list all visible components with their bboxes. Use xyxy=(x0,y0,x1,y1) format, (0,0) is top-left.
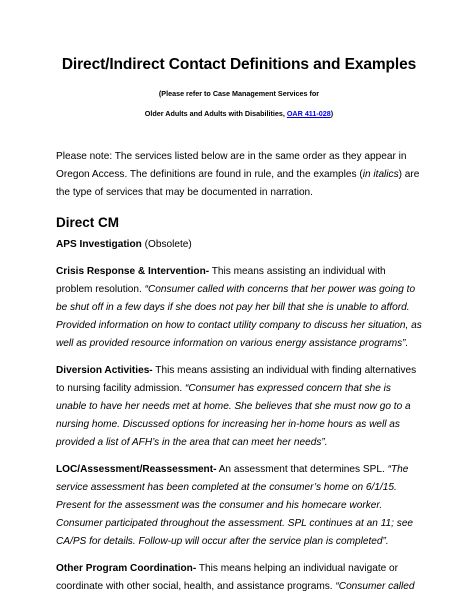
subtitle-line-2 xyxy=(56,109,422,118)
subtitle-line-2-prefix: Older Adults and Adults with Disabilities, xyxy=(144,109,287,118)
entry-example: “The service assessment has been completed at the consumer’s home on 6/1/15. Present for the assessment was the consumer and his homecare worker. Consumer participated throughout the assessment. SPL continues at an 11; see CA/PS for details. Follow-up will occur after the service plan is completed”. xyxy=(56,464,414,547)
entry-loc-assessment xyxy=(56,461,422,551)
intro-note xyxy=(56,148,422,202)
entry-definition: An assessment that determines SPL. xyxy=(216,464,388,475)
entry-example: “Consumer has expressed concern that she is unable to have her needs met at home. She believes that she must now go to a nursing home. Discussed options for increasing her in-home hours as well as provided a list of AFH’s in the area that can meet her needs”. xyxy=(56,383,411,448)
document-title: Direct/Indirect Contact Definitions and Examples xyxy=(61,56,417,73)
intro-note-italic: in italics xyxy=(362,169,399,180)
intro-note-text-2: ) are the type of services that may be documented in narration. xyxy=(56,169,420,198)
entry-aps-investigation xyxy=(56,236,422,254)
entry-definition: This means helping an individual navigate or coordinate with other social, health, and assistance programs. xyxy=(56,563,399,592)
entry-definition: This means assisting an individual with problem resolution. xyxy=(56,266,386,295)
entry-term: APS Investigation xyxy=(56,239,142,250)
entry-term: Diversion Activities- xyxy=(56,365,153,376)
subtitle-line-2-suffix: ) xyxy=(330,109,334,118)
section-heading-direct-cm: Direct CM xyxy=(56,215,120,230)
subtitle-line-1: (Please refer to Case Management Services for xyxy=(158,89,320,98)
entry-crisis-response xyxy=(56,263,422,353)
entry-other-program-coordination xyxy=(56,560,422,596)
intro-note-text-1: Please note: The services listed below are in the same order as they appear in Oregon Access. The definitions are found in rule, and the examples ( xyxy=(56,151,407,180)
entry-example: “Consumer called with concerns that her power was going to be shut off in a few days if she does not pay her bill that she is unable to afford. Provided information on how to contact utility company to discuss her situation, as well as provided resource information on various energy assistance programs”. xyxy=(56,284,422,349)
entry-term: Crisis Response & Intervention- xyxy=(56,266,210,277)
entry-definition: This means assisting an individual with finding alternatives to nursing facility admission. xyxy=(56,365,417,394)
document-page xyxy=(56,56,422,596)
entry-diversion-activities xyxy=(56,362,422,452)
entry-definition: (Obsolete) xyxy=(141,239,192,250)
entry-term: Other Program Coordination- xyxy=(56,563,197,574)
oar-411-028-link[interactable]: OAR 411-028 xyxy=(286,109,331,118)
entry-term: LOC/Assessment/Reassessment- xyxy=(56,464,217,475)
entry-example: “Consumer called xyxy=(335,581,415,592)
